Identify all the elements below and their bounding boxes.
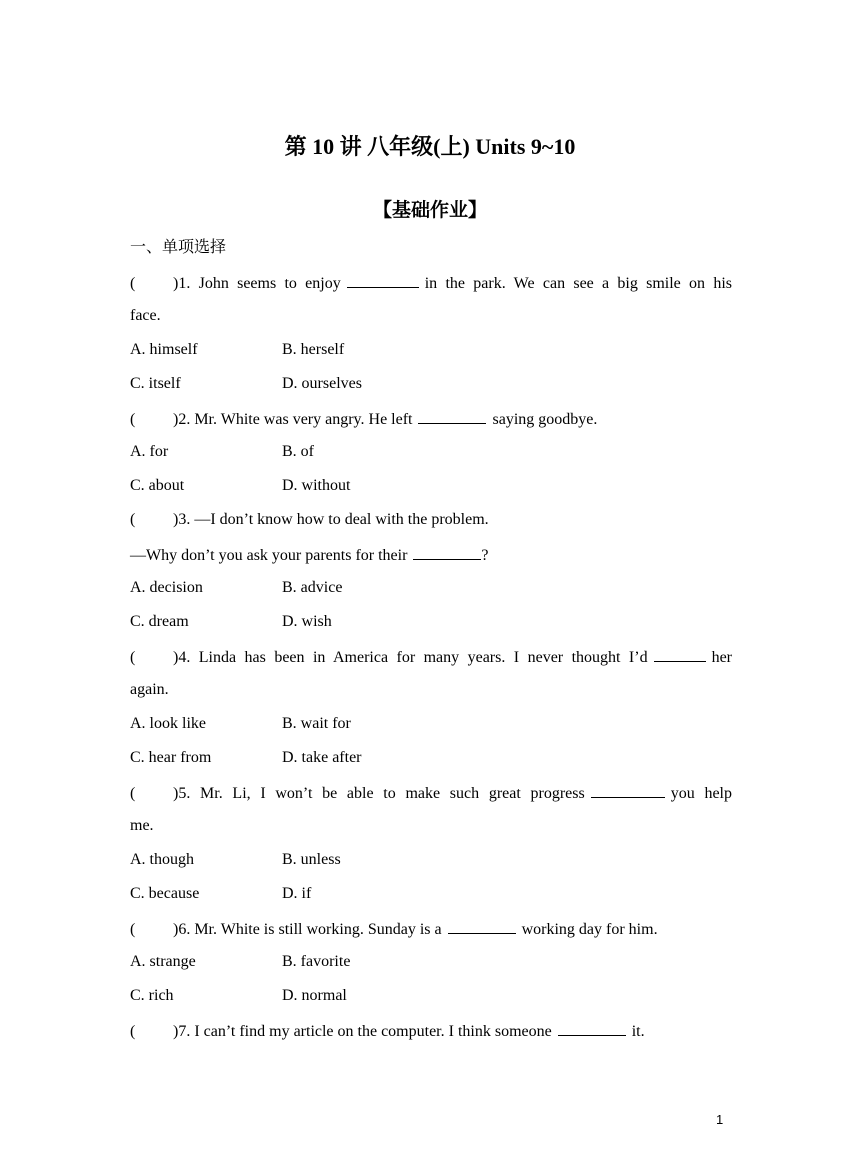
question-7 <box>130 1018 732 1052</box>
answer-paren: ( <box>130 649 136 666</box>
question-2 <box>130 406 732 508</box>
option-b: B. wait for <box>282 715 351 732</box>
question-stem: ( )4. Linda has been in America for many years. I never thought I’d her <box>130 644 732 668</box>
options-row <box>130 440 732 474</box>
answer-paren: ( <box>130 275 136 292</box>
question-stem-continued: me. <box>130 817 154 834</box>
question-stem-line-2: —Why don’t you ask your parents for their ? <box>130 542 732 576</box>
answer-blank <box>448 916 516 934</box>
options-row <box>130 372 732 406</box>
answer-paren: ( <box>130 785 136 802</box>
answer-blank <box>591 780 665 798</box>
option-b: B. of <box>282 443 314 460</box>
question-5 <box>130 780 732 916</box>
options-row <box>130 712 732 746</box>
question-4 <box>130 644 732 780</box>
answer-paren: ( <box>130 1023 136 1040</box>
answer-blank <box>413 542 481 560</box>
page-title: 第 10 讲 八年级(上) Units 9~10 <box>284 134 576 159</box>
answer-paren: ( <box>130 921 136 938</box>
question-stem: ( )7. I can’t find my article on the computer. I think someone it. <box>130 1018 732 1052</box>
options-row <box>130 576 732 610</box>
options-row <box>130 950 732 984</box>
option-c: C. itself <box>130 375 181 392</box>
option-c: C. about <box>130 477 185 494</box>
question-stem: ( )2. Mr. White was very angry. He left saying goodbye. <box>130 406 732 440</box>
option-b: B. favorite <box>282 953 351 970</box>
option-c: C. dream <box>130 613 189 630</box>
section-heading: 【基础作业】 <box>372 200 487 221</box>
page-number: 1 <box>716 1112 724 1127</box>
options-row <box>130 338 732 372</box>
option-d: D. if <box>282 885 312 902</box>
answer-paren: ( <box>130 411 136 428</box>
question-3 <box>130 508 732 644</box>
option-a: A. look like <box>130 715 206 732</box>
option-b: B. herself <box>282 341 345 358</box>
option-b: B. unless <box>282 851 341 868</box>
question-stem-continued: again. <box>130 681 169 698</box>
options-row <box>130 984 732 1018</box>
option-b: B. advice <box>282 579 343 596</box>
question-1 <box>130 270 732 406</box>
answer-blank <box>558 1018 626 1036</box>
option-c: C. hear from <box>130 749 212 766</box>
options-row <box>130 882 732 916</box>
option-d: D. normal <box>282 987 347 1004</box>
question-stem: ( )3. —I don’t know how to deal with the problem. <box>130 508 732 542</box>
options-row <box>130 474 732 508</box>
options-row <box>130 610 732 644</box>
question-stem: ( )5. Mr. Li, I won’t be able to make such great progress you help <box>130 780 732 804</box>
part-heading: 一、单项选择 <box>130 239 227 256</box>
question-stem: ( )1. John seems to enjoy in the park. We can see a big smile on his <box>130 270 732 294</box>
option-a: A. strange <box>130 953 196 970</box>
option-a: A. decision <box>130 579 203 596</box>
option-d: D. ourselves <box>282 375 362 392</box>
option-a: A. himself <box>130 341 198 358</box>
option-c: C. rich <box>130 987 174 1004</box>
options-row <box>130 746 732 780</box>
answer-blank <box>347 270 419 288</box>
option-c: C. because <box>130 885 200 902</box>
option-d: D. wish <box>282 613 332 630</box>
question-stem: ( )6. Mr. White is still working. Sunday is a working day for him. <box>130 916 732 950</box>
option-a: A. though <box>130 851 194 868</box>
answer-blank <box>418 406 486 424</box>
options-row <box>130 848 732 882</box>
answer-paren: ( <box>130 511 136 528</box>
question-list <box>130 270 732 1052</box>
question-stem-continued: face. <box>130 307 161 324</box>
option-d: D. without <box>282 477 351 494</box>
answer-blank <box>654 644 706 662</box>
option-a: A. for <box>130 443 169 460</box>
option-d: D. take after <box>282 749 362 766</box>
question-6 <box>130 916 732 1018</box>
